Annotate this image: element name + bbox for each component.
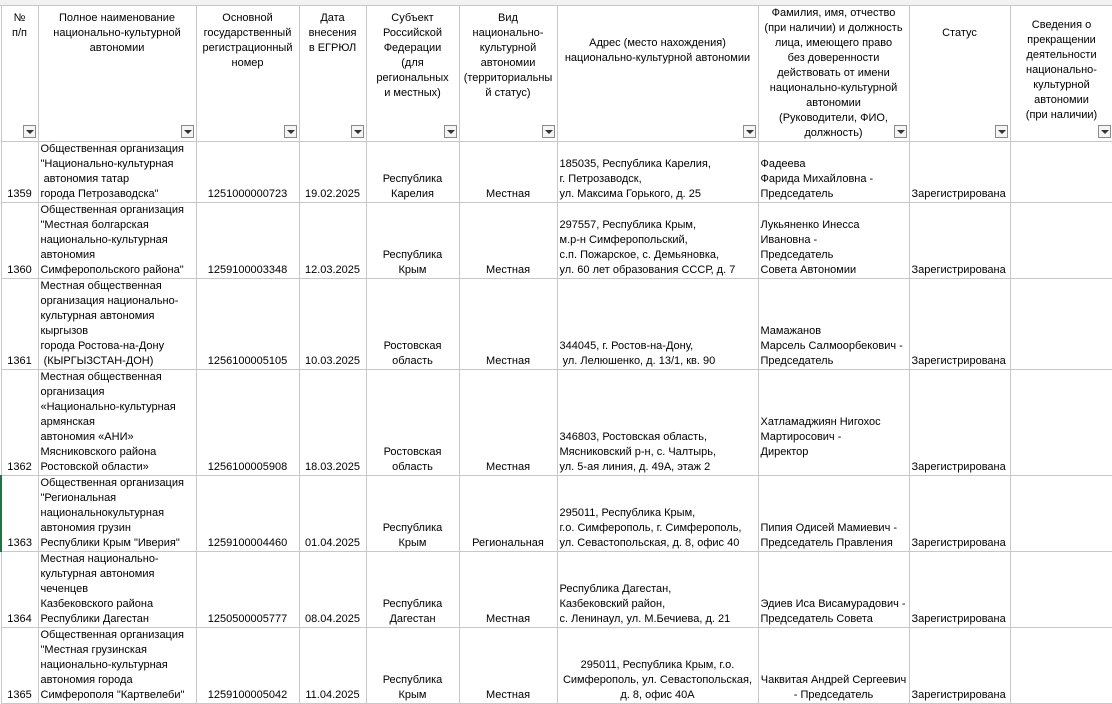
- cell-status[interactable]: Зарегистрирована: [909, 142, 1010, 203]
- cell-region[interactable]: Республика Крым: [366, 628, 459, 704]
- filter-dropdown-icon[interactable]: [1098, 125, 1111, 138]
- cell-date[interactable]: 19.02.2025: [299, 142, 366, 203]
- cell-date[interactable]: 10.03.2025: [299, 279, 366, 370]
- cell-status[interactable]: Зарегистрирована: [909, 370, 1010, 476]
- header-cell-termination: [1010, 6, 1112, 142]
- header-cell-status: [909, 6, 1010, 142]
- cell-num[interactable]: 1363: [1, 476, 38, 552]
- cell-termination[interactable]: [1010, 203, 1112, 279]
- cell-ogrn[interactable]: 1259100005042: [196, 628, 299, 704]
- cell-ogrn[interactable]: 1250500005777: [196, 552, 299, 628]
- cell-address[interactable]: 295011, Республика Крым, г.о. Симферополь, ул. Севастопольская, д. 8, офис 40А: [557, 628, 758, 704]
- cell-address[interactable]: 344045, г. Ростов-на-Дону, ул. Лелюшенко, д. 13/1, кв. 90: [557, 279, 758, 370]
- cell-region[interactable]: Республика Крым: [366, 203, 459, 279]
- header-cell-ogrn: [196, 6, 299, 142]
- header-label: Субъект Российской Федерации (для региональных и местных): [376, 12, 449, 99]
- cell-termination[interactable]: [1010, 476, 1112, 552]
- cell-status[interactable]: Зарегистрирована: [909, 628, 1010, 704]
- cell-ogrn[interactable]: 1259100004460: [196, 476, 299, 552]
- cell-date[interactable]: 18.03.2025: [299, 370, 366, 476]
- spreadsheet-grid[interactable]: [0, 5, 1112, 704]
- cell-status[interactable]: Зарегистрирована: [909, 552, 1010, 628]
- cell-termination[interactable]: [1010, 552, 1112, 628]
- header-cell-kind: [459, 6, 557, 142]
- header-label: Полное наименование национально-культурной автономии: [53, 12, 181, 54]
- cell-address[interactable]: 346803, Ростовская область, Мясниковский р-н, с. Чалтырь, ул. 5-ая линия, д. 49А, этаж 2: [557, 370, 758, 476]
- cell-num[interactable]: 1361: [1, 279, 38, 370]
- cell-head[interactable]: Эдиев Иса Висамурадович - Председатель Совета: [758, 552, 909, 628]
- header-cell-num: [1, 6, 38, 142]
- header-label: Адрес (место нахождения) национально-культурной автономии: [564, 37, 751, 64]
- cell-num[interactable]: 1364: [1, 552, 38, 628]
- filter-dropdown-icon[interactable]: [743, 125, 756, 138]
- cell-name[interactable]: Общественная организация "Национально-культурная автономия татар города Петрозаводска": [38, 142, 196, 203]
- cell-head[interactable]: Фадеева Фарида Михайловна - Председатель: [758, 142, 909, 203]
- cell-status[interactable]: Зарегистрирована: [909, 279, 1010, 370]
- cell-kind[interactable]: Местная: [459, 552, 557, 628]
- table-row[interactable]: [1, 142, 1112, 203]
- cell-name[interactable]: Общественная организация "Местная грузинская национально-культурная автономия города Симферополя "Картвелеби": [38, 628, 196, 704]
- cell-head[interactable]: Пипия Одисей Мамиевич - Председатель Правления: [758, 476, 909, 552]
- cell-date[interactable]: 01.04.2025: [299, 476, 366, 552]
- cell-head[interactable]: Мамажанов Марсель Салмоорбекович - Председатель: [758, 279, 909, 370]
- filter-dropdown-icon[interactable]: [181, 125, 194, 138]
- cell-num[interactable]: 1360: [1, 203, 38, 279]
- cell-kind[interactable]: Местная: [459, 279, 557, 370]
- filter-dropdown-icon[interactable]: [23, 125, 36, 138]
- header-label: Вид национально- культурной автономии (территориальны й статус): [463, 12, 553, 99]
- table-row[interactable]: [1, 203, 1112, 279]
- header-row: [1, 6, 1112, 142]
- table-row[interactable]: [1, 279, 1112, 370]
- cell-num[interactable]: 1365: [1, 628, 38, 704]
- cell-termination[interactable]: [1010, 628, 1112, 704]
- cell-ogrn[interactable]: 1256100005908: [196, 370, 299, 476]
- cell-termination[interactable]: [1010, 279, 1112, 370]
- cell-ogrn[interactable]: 1251000000723: [196, 142, 299, 203]
- cell-ogrn[interactable]: 1256100005105: [196, 279, 299, 370]
- cell-head[interactable]: Чаквитая Андрей Сергеевич - Председатель: [758, 628, 909, 704]
- cell-num[interactable]: 1359: [1, 142, 38, 203]
- cell-num[interactable]: 1362: [1, 370, 38, 476]
- cell-ogrn[interactable]: 1259100003348: [196, 203, 299, 279]
- header-label: № п/п: [12, 12, 27, 39]
- cell-kind[interactable]: Местная: [459, 142, 557, 203]
- table-row[interactable]: [1, 552, 1112, 628]
- header-cell-name: [38, 6, 196, 142]
- cell-region[interactable]: Республика Карелия: [366, 142, 459, 203]
- cell-termination[interactable]: [1010, 142, 1112, 203]
- cell-kind[interactable]: Региональная: [459, 476, 557, 552]
- header-cell-region: [366, 6, 459, 142]
- table-row[interactable]: [1, 476, 1112, 552]
- header-label: Основной государственный регистрационный номер: [202, 12, 293, 69]
- cell-region[interactable]: Ростовская область: [366, 279, 459, 370]
- table-row[interactable]: [1, 628, 1112, 704]
- cell-head[interactable]: Лукьяненко Инесса Ивановна - Председатель Совета Автономии: [758, 203, 909, 279]
- cell-termination[interactable]: [1010, 370, 1112, 476]
- filter-dropdown-icon[interactable]: [444, 125, 457, 138]
- cell-date[interactable]: 08.04.2025: [299, 552, 366, 628]
- cell-address[interactable]: Республика Дагестан, Казбековский район, с. Ленинаул, ул. М.Бечиева, д. 21: [557, 552, 758, 628]
- filter-dropdown-icon[interactable]: [351, 125, 364, 138]
- cell-name[interactable]: Местная национально- культурная автономия чеченцев Казбековского района Республики Дагестан: [38, 552, 196, 628]
- header-label: Сведения о прекращении деятельности национально- культурной автономии (при наличии): [1025, 19, 1098, 121]
- cell-kind[interactable]: Местная: [459, 370, 557, 476]
- header-label: Фамилия, имя, отчество (при наличии) и должность лица, имеющего право без доверенности действовать от имени национально-культурной автономии (Руководители, ФИО, должность): [764, 7, 903, 139]
- cell-address[interactable]: 185035, Республика Карелия, г. Петрозаводск, ул. Максима Горького, д. 25: [557, 142, 758, 203]
- cell-name[interactable]: Местная общественная организация «Национально-культурная армянская автономия «АНИ» Мясниковского района Ростовской области»: [38, 370, 196, 476]
- cell-name[interactable]: Местная общественная организация национально- культурная автономия кыргызов города Ростова-на-Дону (КЫРГЫЗСТАН-ДОН): [38, 279, 196, 370]
- header-cell-head: [758, 6, 909, 142]
- cell-address[interactable]: 295011, Республика Крым, г.о. Симферополь, г. Симферополь, ул. Севастопольская, д. 8, офис 40: [557, 476, 758, 552]
- cell-region[interactable]: Республика Крым: [366, 476, 459, 552]
- cell-date[interactable]: 11.04.2025: [299, 628, 366, 704]
- filter-dropdown-icon[interactable]: [542, 125, 555, 138]
- cell-head[interactable]: Хатламаджиян Нигохос Мартиросович - Директор: [758, 370, 909, 476]
- filter-dropdown-icon[interactable]: [995, 125, 1008, 138]
- table-row[interactable]: [1, 370, 1112, 476]
- cell-kind[interactable]: Местная: [459, 203, 557, 279]
- cell-status[interactable]: Зарегистрирована: [909, 203, 1010, 279]
- cell-name[interactable]: Общественная организация "Местная болгарская национально-культурная автономия Симферопольского района": [38, 203, 196, 279]
- header-cell-address: [557, 6, 758, 142]
- header-cell-date: [299, 6, 366, 142]
- header-label: Статус: [942, 27, 977, 39]
- cell-date[interactable]: 12.03.2025: [299, 203, 366, 279]
- cell-name[interactable]: Общественная организация "Региональная национальнокультурная автономия грузин Республики Крым "Иверия": [38, 476, 196, 552]
- cell-address[interactable]: 297557, Республика Крым, м.р-н Симферопольский, с.п. Пожарское, с. Демьяновка, ул. 60 лет образования СССР, д. 7: [557, 203, 758, 279]
- cell-region[interactable]: Ростовская область: [366, 370, 459, 476]
- filter-dropdown-icon[interactable]: [894, 125, 907, 138]
- cell-region[interactable]: Республика Дагестан: [366, 552, 459, 628]
- header-label: Дата внесения в ЕГРЮЛ: [308, 12, 357, 54]
- cell-kind[interactable]: Местная: [459, 628, 557, 704]
- cell-status[interactable]: Зарегистрирована: [909, 476, 1010, 552]
- filter-dropdown-icon[interactable]: [284, 125, 297, 138]
